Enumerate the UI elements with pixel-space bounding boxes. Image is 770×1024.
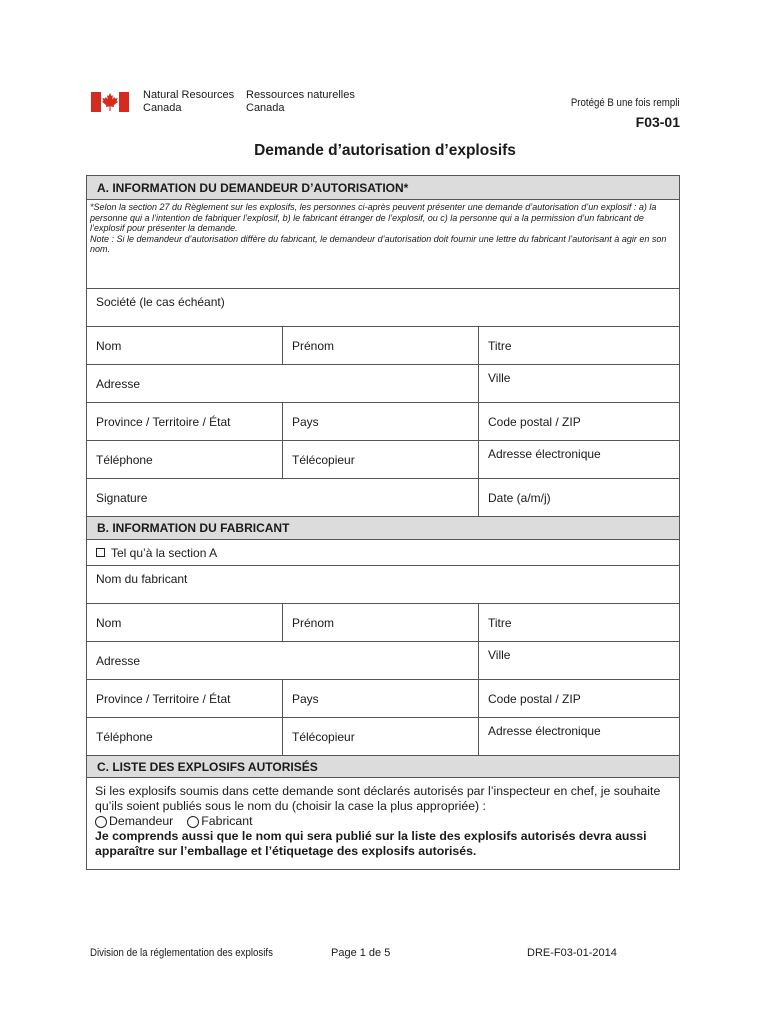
radio-circle-icon[interactable]: [187, 816, 199, 828]
field-label: Ville: [488, 648, 511, 662]
row-address: [87, 365, 679, 403]
field-label: Code postal / ZIP: [488, 414, 581, 429]
field-label: Adresse: [96, 376, 141, 391]
field-label: Date (a/m/j): [488, 490, 551, 505]
field-b-province[interactable]: [87, 680, 283, 717]
radio-fabricant[interactable]: [187, 814, 252, 829]
field-label: Prénom: [292, 615, 335, 630]
document-title: Demande d’autorisation d’explosifs: [254, 142, 516, 159]
field-label: Adresse électronique: [488, 724, 601, 738]
org-name-english: [143, 89, 234, 114]
field-label: Nom: [96, 615, 122, 630]
field-label: Titre: [488, 338, 512, 353]
field-label: Télécopieur: [292, 452, 355, 467]
section-b-header: B. INFORMATION DU FABRICANT: [87, 517, 679, 540]
footer-division: Division de la réglementation des explosifs: [90, 947, 273, 959]
field-b-courriel[interactable]: [479, 718, 679, 755]
row-nom-fabricant: [87, 566, 679, 604]
row-b-phone: [87, 718, 679, 756]
section-c-header: C. LISTE DES EXPLOSIFS AUTORISÉS: [87, 756, 679, 778]
field-b-ville[interactable]: [479, 642, 679, 679]
row-societe: [87, 289, 679, 327]
row-b-name: [87, 604, 679, 642]
field-label: Pays: [292, 414, 319, 429]
field-label: Code postal / ZIP: [488, 691, 581, 706]
org-fr-line2: Canada: [246, 101, 285, 114]
field-courriel[interactable]: [479, 441, 679, 478]
field-b-telephone[interactable]: [87, 718, 283, 755]
footer-form-code: DRE-F03-01-2014: [527, 947, 617, 959]
field-nom[interactable]: [87, 327, 283, 364]
field-label: Adresse électronique: [488, 447, 601, 461]
field-telephone[interactable]: [87, 441, 283, 478]
field-label: Téléphone: [96, 729, 153, 744]
field-label: Signature: [96, 490, 148, 505]
checkbox-icon[interactable]: [96, 548, 105, 557]
row-phone: [87, 441, 679, 479]
field-societe[interactable]: [87, 289, 679, 326]
row-signature: [87, 479, 679, 517]
field-label: Adresse: [96, 653, 141, 668]
radio-circle-icon[interactable]: [95, 816, 107, 828]
field-label: Téléphone: [96, 452, 153, 467]
field-label: Province / Territoire / État: [96, 691, 231, 706]
field-label: Société (le cas échéant): [96, 295, 225, 309]
row-b-address: [87, 642, 679, 680]
field-adresse[interactable]: [87, 365, 479, 402]
field-prenom[interactable]: [283, 327, 479, 364]
field-label: Télécopieur: [292, 729, 355, 744]
note-paragraph-2: Note : Si le demandeur d’autorisation diffère du fabricant, le demandeur d’autorisation doit fournir une lettre du fabricant l’autorisant à agir en son nom.: [90, 233, 667, 255]
field-province[interactable]: [87, 403, 283, 440]
field-label: Pays: [292, 691, 319, 706]
checkbox-label: Tel qu’à la section A: [111, 545, 218, 560]
field-b-code-postal[interactable]: [479, 680, 679, 717]
field-b-nom[interactable]: [87, 604, 283, 641]
field-titre[interactable]: [479, 327, 679, 364]
field-signature[interactable]: [87, 479, 479, 516]
section-c-acknowledgement: Je comprends aussi que le nom qui sera publié sur la liste des explosifs autorisés devra aussi apparaître sur l’emballage et l’étiquetage des explosifs autorisés.: [95, 829, 647, 858]
radio-demandeur[interactable]: [95, 814, 173, 829]
org-fr-line1: Ressources naturelles: [246, 89, 355, 101]
row-same-as-a: [87, 540, 679, 566]
flag-left-bar: [91, 92, 101, 112]
field-pays[interactable]: [283, 403, 479, 440]
canada-flag-logo: [91, 92, 129, 112]
org-name-french: [246, 89, 355, 114]
radio-label: Demandeur: [109, 814, 174, 828]
maple-leaf-icon: [102, 93, 118, 111]
row-province: [87, 403, 679, 441]
protection-level: Protégé B une fois rempli: [571, 97, 680, 109]
publish-name-options: [95, 814, 675, 829]
flag-right-bar: [119, 92, 129, 112]
field-b-titre[interactable]: [479, 604, 679, 641]
field-label: Nom du fabricant: [96, 572, 188, 586]
section-c-body: [87, 778, 679, 869]
note-paragraph-1: *Selon la section 27 du Règlement sur les explosifs, les personnes ci-après peuvent présenter une demande d’autorisation d’un explosif : a) la personne qui a l’intention de fabriquer l’explosif, b) le fabricant étranger de l’explosif, ou c) la personne qui a la permission d’un fabricant de l’explosif pour présenter la demande.: [90, 202, 657, 234]
section-c-intro: Si les explosifs soumis dans cette demande sont déclarés autorisés par l’inspecteur en chef, je souhaite qu’ils soient publiés sous le nom du (choisir la case la plus appropriée) :: [95, 784, 661, 813]
field-label: Nom: [96, 338, 122, 353]
field-date[interactable]: [479, 479, 679, 516]
section-a-note: [87, 200, 679, 289]
application-form: [86, 175, 680, 870]
field-label: Titre: [488, 615, 512, 630]
field-b-adresse[interactable]: [87, 642, 479, 679]
row-name: [87, 327, 679, 365]
section-a-header: A. INFORMATION DU DEMANDEUR D’AUTORISATION*: [87, 176, 679, 200]
field-b-telecopieur[interactable]: [283, 718, 479, 755]
org-en-line2: Canada: [143, 101, 182, 114]
field-label: Ville: [488, 371, 511, 385]
footer-page-number: Page 1 de 5: [331, 947, 391, 959]
field-label: Province / Territoire / État: [96, 414, 231, 429]
radio-label: Fabricant: [201, 814, 253, 828]
field-nom-fabricant[interactable]: [87, 566, 679, 603]
field-b-pays[interactable]: [283, 680, 479, 717]
field-b-prenom[interactable]: [283, 604, 479, 641]
checkbox-same-as-section-a[interactable]: [87, 540, 679, 565]
form-number: F03-01: [635, 114, 680, 130]
row-b-province: [87, 680, 679, 718]
field-ville[interactable]: [479, 365, 679, 402]
field-telecopieur[interactable]: [283, 441, 479, 478]
field-label: Prénom: [292, 338, 335, 353]
field-code-postal[interactable]: [479, 403, 679, 440]
org-en-line1: Natural Resources: [143, 89, 235, 101]
